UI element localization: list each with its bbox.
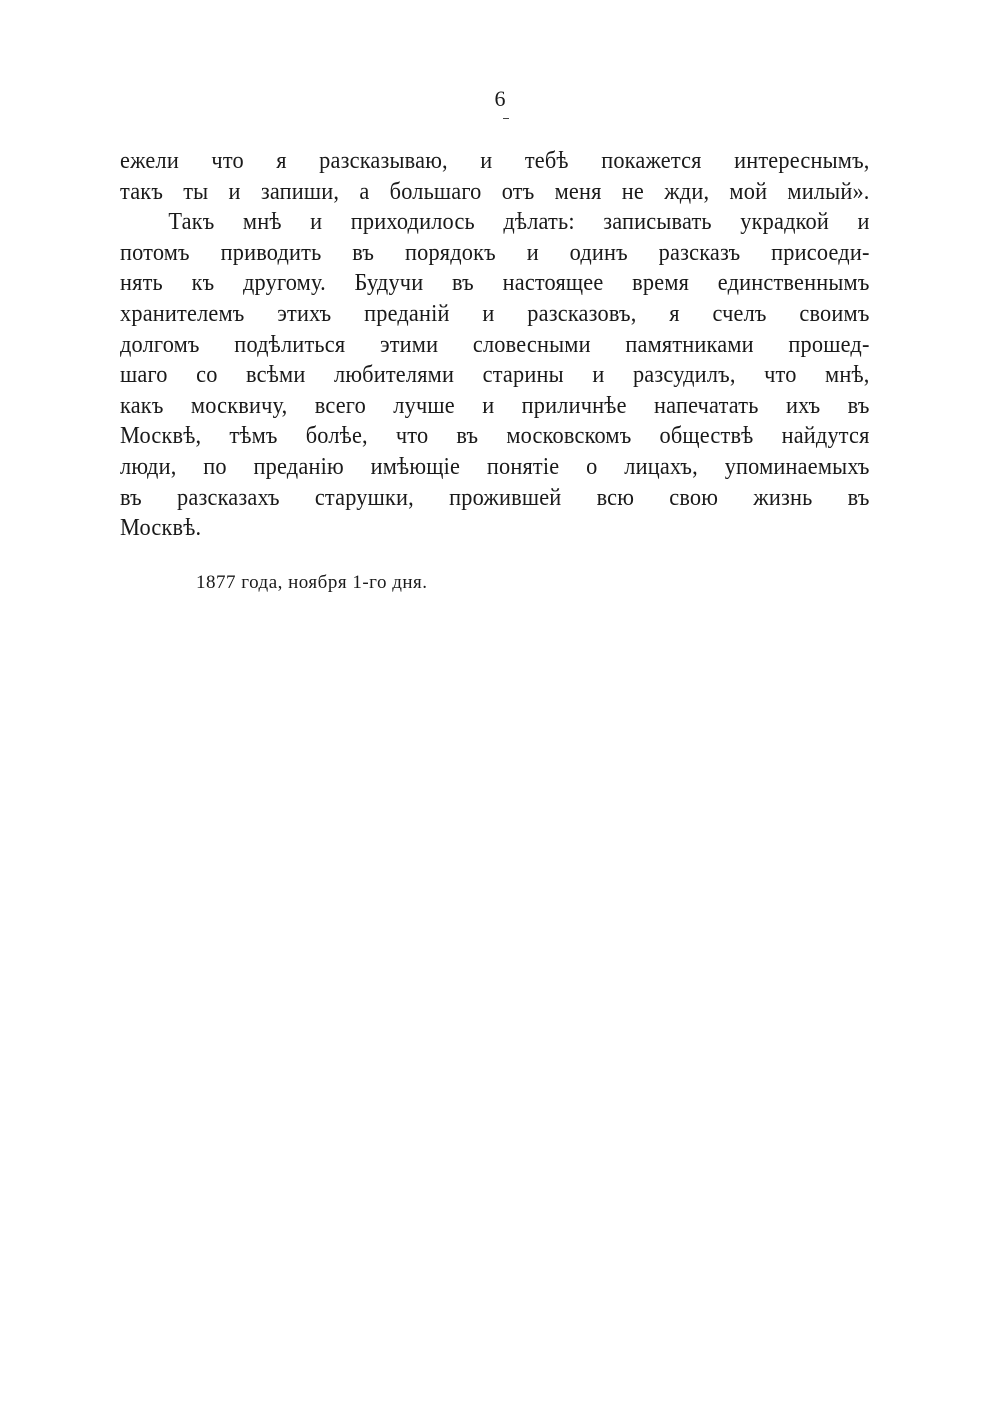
text-line: Такъ мнѣ и приходилось дѣлать: записывать украдкой и [168, 209, 870, 236]
body-text [120, 146, 870, 544]
page-number: 6 [494, 86, 506, 111]
date-line: 1877 года, ноября 1-го дня. [196, 572, 428, 593]
text-line: въ разсказахъ старушки, прожившей всю свою жизнь въ [120, 484, 870, 511]
text-line: такъ ты и запиши, а большаго отъ меня не жди, мой милый». [120, 178, 870, 205]
text-line: люди, по преданію имѣющіе понятіе о лицахъ, упоминаемыхъ [120, 453, 870, 480]
text-line: хранителемъ этихъ преданій и разсказовъ, я счелъ своимъ [120, 300, 870, 327]
text-line: Москвѣ. [120, 515, 202, 542]
text-line: нять къ другому. Будучи въ настоящее время единственнымъ [120, 270, 870, 297]
text-line: шаго со всѣми любителями старины и разсудилъ, что мнѣ, [120, 362, 870, 389]
page-number-rule [503, 118, 509, 119]
text-line: какъ москвичу, всего лучше и приличнѣе напечатать ихъ въ [120, 392, 870, 419]
text-line: потомъ приводить въ порядокъ и одинъ разсказъ присоеди- [120, 239, 870, 266]
text-line: ежели что я разсказываю, и тебѣ покажется интереснымъ, [120, 148, 870, 174]
text-line: Москвѣ, тѣмъ болѣе, что въ московскомъ обществѣ найдутся [120, 423, 870, 450]
text-line: долгомъ подѣлиться этими словесными памятниками прошед- [120, 331, 870, 358]
